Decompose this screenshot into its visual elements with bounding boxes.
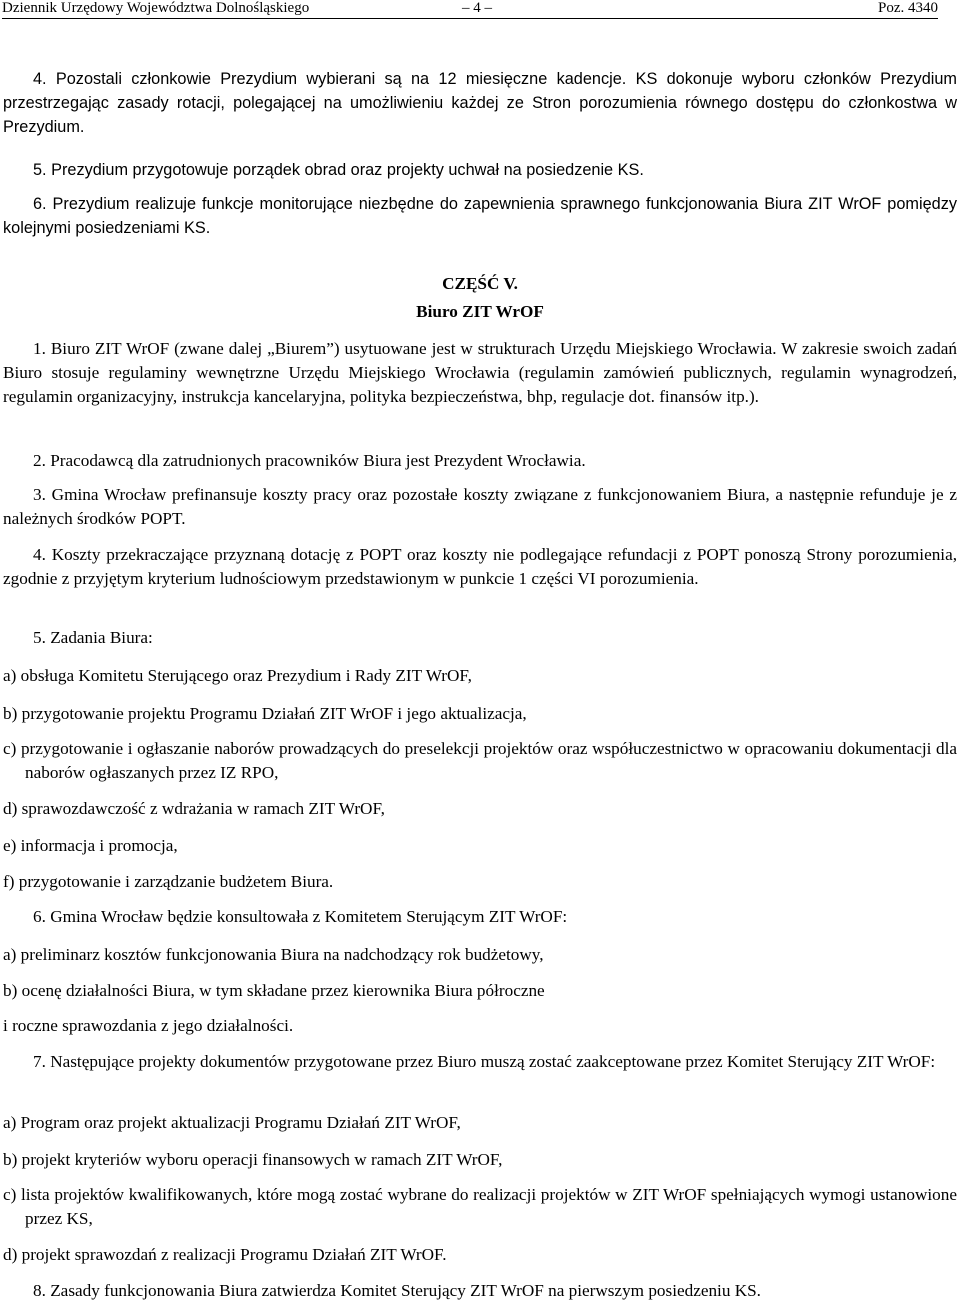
doc-item: d) projekt sprawozdań z realizacji Programu Działań ZIT WrOF.	[3, 1245, 447, 1264]
task-item: a) obsługa Komitetu Sterującego oraz Prezydium i Rady ZIT WrOF,	[3, 666, 472, 685]
paragraph-v-5: 5. Zadania Biura:	[33, 628, 153, 647]
paragraph-iv-6: 6. Prezydium realizuje funkcje monitorujące niezbędne do zapewnienia sprawnego funkcjonowania Biura ZIT WrOF pomiędzy kolejnymi posiedzeniami KS.	[3, 195, 957, 237]
task-item: b) przygotowanie projektu Programu Działań ZIT WrOF i jego aktualizacja,	[3, 704, 527, 723]
consult-item: i roczne sprawozdania z jego działalności.	[3, 1016, 294, 1035]
doc-item: a) Program oraz projekt aktualizacji Programu Działań ZIT WrOF,	[3, 1113, 461, 1132]
doc-item: b) projekt kryteriów wyboru operacji finansowych w ramach ZIT WrOF,	[3, 1150, 503, 1169]
position-number: Poz. 4340	[878, 0, 938, 16]
paragraph-v-1: 1. Biuro ZIT WrOF (zwane dalej „Biurem”) usytuowane jest w strukturach Urzędu Miejskiego Wrocławia. W zakresie swoich zadań Biuro stosuje regulaminy wewnętrzne Urzędu Miejskiego Wrocławia (regulamin zamówień publicznych, regulamin wynagrodzeń, regulamin organizacyjny, instrukcja kancelaryjna, polityka bezpieczeństwa, bhp, regulacje dot. finansów itp.).	[3, 339, 957, 406]
header-rule	[2, 18, 938, 19]
paragraph-iv-4: 4. Pozostali członkowie Prezydium wybierani są na 12 miesięczne kadencje. KS dokonuje wyboru członków Prezydium przestrzegając zasady rotacji, polegającej na umożliwieniu każdej ze Stron porozumienia równego dostępu do członkostwa w Prezydium.	[3, 70, 957, 136]
paragraph-v-2: 2. Pracodawcą dla zatrudnionych pracowników Biura jest Prezydent Wrocławia.	[33, 451, 586, 470]
paragraph-v-8: 8. Zasady funkcjonowania Biura zatwierdza Komitet Sterujący ZIT WrOF na pierwszym posiedzeniu KS.	[33, 1281, 761, 1300]
paragraph-iv-5: 5. Prezydium przygotowuje porządek obrad oraz projekty uchwał na posiedzenie KS.	[33, 161, 644, 179]
task-item: c) przygotowanie i ogłaszanie naborów prowadzących do preselekcji projektów oraz współuczestnictwo w opracowaniu dokumentacji dla naborów ogłaszanych przez IZ RPO,	[3, 739, 957, 782]
consult-item: b) ocenę działalności Biura, w tym składane przez kierownika Biura półroczne	[3, 981, 545, 1000]
paragraph-v-3: 3. Gmina Wrocław prefinansuje koszty pracy oraz pozostałe koszty związane z funkcjonowaniem Biura, a następnie refunduje je z należnych środków POPT.	[3, 485, 957, 528]
task-item: e) informacja i promocja,	[3, 836, 178, 855]
part-heading: CZĘŚĆ V.	[442, 274, 518, 293]
page-number: – 4 –	[462, 0, 492, 16]
journal-title: Dziennik Urzędowy Województwa Dolnośląskiego	[2, 0, 310, 16]
paragraph-v-6: 6. Gmina Wrocław będzie konsultowała z Komitetem Sterującym ZIT WrOF:	[33, 907, 568, 926]
part-subheading: Biuro ZIT WrOF	[416, 302, 544, 321]
paragraph-v-4: 4. Koszty przekraczające przyznaną dotację z POPT oraz koszty nie podlegające refundacji z POPT ponoszą Strony porozumienia, zgodnie z przyjętym kryterium ludnościowym przedstawionym w punkcie 1 części VI porozumienia.	[3, 545, 957, 588]
consult-item: a) preliminarz kosztów funkcjonowania Biura na nadchodzący rok budżetowy,	[3, 945, 544, 964]
task-item: d) sprawozdawczość z wdrażania w ramach ZIT WrOF,	[3, 799, 385, 818]
task-item: f) przygotowanie i zarządzanie budżetem Biura.	[3, 872, 334, 891]
doc-item: c) lista projektów kwalifikowanych, które mogą zostać wybrane do realizacji projektów w ZIT WrOF spełniających wymogi ustanowione przez KS,	[3, 1185, 957, 1228]
page-header	[2, 0, 938, 20]
paragraph-v-7: 7. Następujące projekty dokumentów przygotowane przez Biuro muszą zostać zaakceptowane przez Komitet Sterujący ZIT WrOF:	[33, 1052, 936, 1071]
